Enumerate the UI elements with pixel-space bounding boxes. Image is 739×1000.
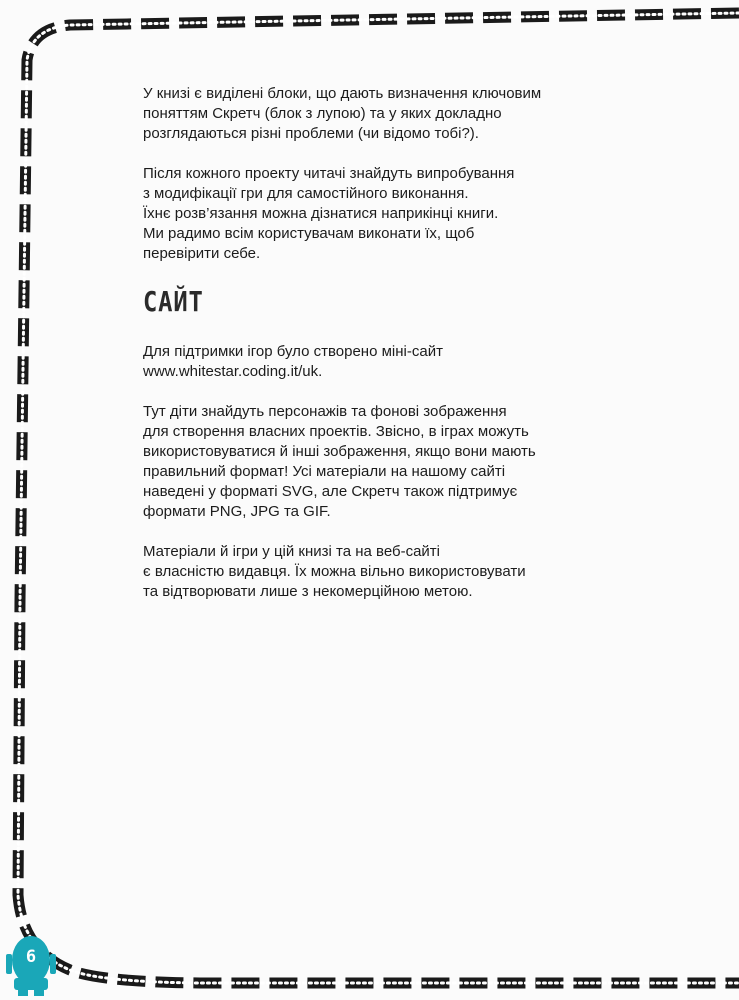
- text-line: Їхнє розв’язання можна дізнатися наприкінці книги.: [143, 205, 499, 222]
- site-url: www.whitestar.coding.it/uk.: [143, 363, 323, 380]
- text-line: використовуватися й інші зображення, якщо вони мають: [143, 443, 536, 460]
- intro-paragraph: [143, 84, 603, 144]
- text-line: наведені у форматі SVG, але Скретч також підтримує: [143, 483, 518, 500]
- text-line: Для підтримки ігор було створено міні-сайт: [143, 343, 443, 360]
- text-line: правильний формат! Усі матеріали на нашому сайті: [143, 463, 506, 480]
- main-content: [143, 84, 603, 622]
- challenges-paragraph: [143, 164, 603, 264]
- page-number: 6: [25, 947, 37, 967]
- text-line: поняттям Скретч (блок з лупою) та у яких докладно: [143, 105, 502, 122]
- section-heading: САЙТ: [143, 285, 204, 318]
- text-line: є власністю видавця. Їх можна вільно використовувати: [143, 563, 526, 580]
- copyright-paragraph: [143, 542, 603, 602]
- text-line: Ми радимо всім користувачам виконати їх, щоб: [143, 225, 475, 242]
- resources-paragraph: [143, 402, 603, 522]
- text-line: з модифікації гри для самостійного виконання.: [143, 185, 469, 202]
- text-line: Матеріали й ігри у цій книзі та на веб-сайті: [143, 543, 441, 560]
- text-line: Тут діти знайдуть персонажів та фонові зображення: [143, 403, 507, 420]
- text-line: для створення власних проектів. Звісно, в іграх можуть: [143, 423, 529, 440]
- text-line: Після кожного проекту читачі знайдуть випробування: [143, 165, 515, 182]
- text-line: формати PNG, JPG та GIF.: [143, 503, 331, 520]
- text-line: розглядаються різні проблеми (чи відомо тобі?).: [143, 125, 479, 142]
- site-paragraph: [143, 342, 603, 382]
- text-line: перевірити себе.: [143, 245, 261, 262]
- text-line: та відтворювати лише з некомерційною метою.: [143, 583, 473, 600]
- text-line: У книзі є виділені блоки, що дають визначення ключовим: [143, 85, 542, 102]
